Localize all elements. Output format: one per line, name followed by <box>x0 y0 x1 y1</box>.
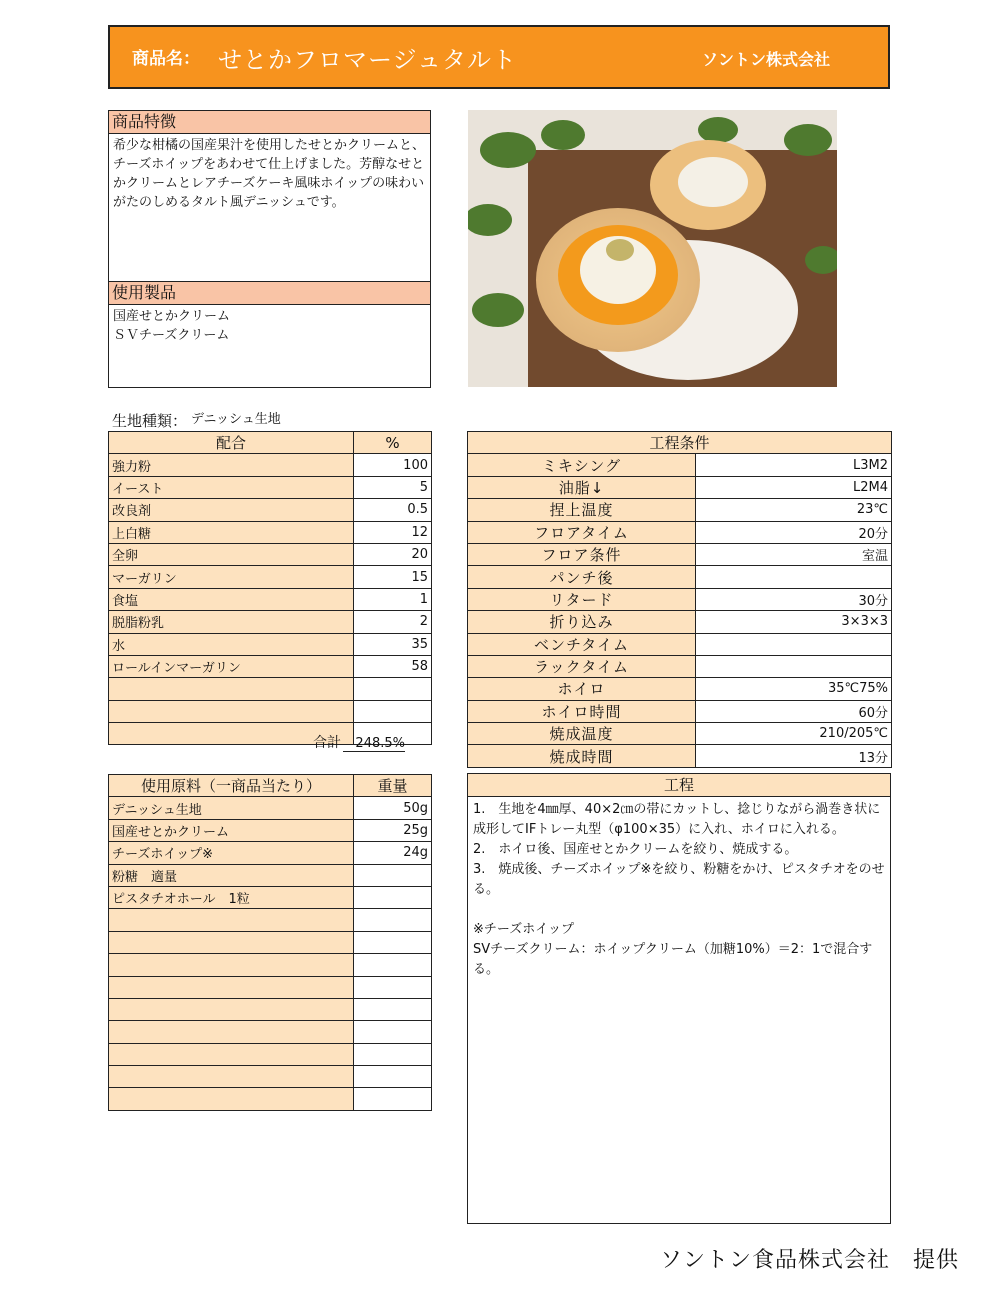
condition-value <box>696 655 892 677</box>
formula-percent: 2 <box>354 611 432 633</box>
ingredients-header-weight: 重量 <box>354 775 432 797</box>
product-name: せとかフロマージュタルト <box>218 46 518 74</box>
dough-type <box>112 410 281 431</box>
ingredient-weight: 50g <box>354 797 432 819</box>
ingredient-name: 粉糖 適量 <box>109 864 354 886</box>
condition-value: 20分 <box>696 521 892 543</box>
table-row <box>468 543 892 565</box>
formula-ingredient: 水 <box>109 633 354 655</box>
table-row <box>109 678 432 700</box>
table-row <box>109 700 432 722</box>
condition-label: ベンチタイム <box>468 633 696 655</box>
formula-percent <box>354 700 432 722</box>
ingredient-name <box>109 1043 354 1065</box>
ingredient-weight <box>354 1021 432 1043</box>
ingredient-weight <box>354 1066 432 1088</box>
ingredient-name: ピスタチオホール 1粒 <box>109 886 354 908</box>
title-banner <box>108 25 890 89</box>
table-row <box>109 909 432 931</box>
table-row <box>109 1021 432 1043</box>
ingredient-name <box>109 1021 354 1043</box>
table-row <box>468 611 892 633</box>
formula-percent: 1 <box>354 588 432 610</box>
dough-type-value: デニッシュ生地 <box>191 412 281 427</box>
products-used-list <box>109 305 430 347</box>
ingredients-header-name: 使用原料（一商品当たり） <box>109 775 354 797</box>
condition-value: 3×3×3 <box>696 611 892 633</box>
product-name-label: 商品名： <box>132 49 200 69</box>
table-row <box>109 588 432 610</box>
condition-label: フロアタイム <box>468 521 696 543</box>
formula-total-value: 248.5% <box>343 736 405 752</box>
condition-value: L3M2 <box>696 454 892 476</box>
condition-label: 焼成温度 <box>468 723 696 745</box>
condition-value: 13分 <box>696 745 892 767</box>
table-row <box>109 886 432 908</box>
condition-label: パンチ後 <box>468 566 696 588</box>
condition-value <box>696 633 892 655</box>
ingredient-name: デニッシュ生地 <box>109 797 354 819</box>
table-row <box>109 864 432 886</box>
formula-table <box>108 431 432 745</box>
formula-ingredient <box>109 700 354 722</box>
ingredient-weight <box>354 909 432 931</box>
formula-total <box>313 732 405 752</box>
table-row <box>109 976 432 998</box>
table-row <box>109 476 432 498</box>
process-box <box>467 773 891 1224</box>
condition-label: 焼成時間 <box>468 745 696 767</box>
company-name: ソントン株式会社 <box>702 50 831 69</box>
formula-header-ingredient: 配合 <box>109 432 354 454</box>
product-photo <box>468 110 837 387</box>
ingredient-name <box>109 976 354 998</box>
table-row <box>109 611 432 633</box>
condition-value: 60分 <box>696 700 892 722</box>
condition-value <box>696 566 892 588</box>
products-used-item: ＳＶチーズクリーム <box>113 328 230 343</box>
ingredient-weight <box>354 998 432 1020</box>
condition-value: L2M4 <box>696 476 892 498</box>
tart-photo-image <box>468 110 837 387</box>
formula-ingredient: 改良剤 <box>109 499 354 521</box>
products-used-item: 国産せとかクリーム <box>113 309 231 324</box>
table-row <box>468 745 892 767</box>
features-text: 希少な柑橘の国産果汁を使用したせとかクリームと、チーズホイップをあわせて仕上げました。芳醇なせとかクリームとレアチーズケーキ風味ホイップの味わいがたのしめるタルト風デニッシュです。 <box>113 138 426 210</box>
table-row <box>109 931 432 953</box>
process-text: 1. 生地を4㎜厚、40×2㎝の帯にカットし、捻じりながら渦巻き状に成形してIFトレー丸型（φ100×35）に入れ、ホイロに入れる。 2. ホイロ後、国産せとかクリームを絞り、焼成する。 3. 焼成後、チーズホイップ※を絞り、粉糖をかけ、ピスタチオをのせる。 ※チーズホイップ SVチーズクリーム：ホイップクリーム（加糖10%）＝2：1で混合する。 <box>473 802 885 977</box>
ingredient-name <box>109 954 354 976</box>
table-row <box>109 819 432 841</box>
formula-percent: 0.5 <box>354 499 432 521</box>
products-used-box <box>108 281 431 388</box>
formula-percent <box>354 678 432 700</box>
ingredient-name: 国産せとかクリーム <box>109 819 354 841</box>
table-row <box>109 1088 432 1110</box>
formula-ingredient: 全卵 <box>109 543 354 565</box>
table-row <box>468 655 892 677</box>
table-row <box>468 566 892 588</box>
features-title: 商品特徴 <box>109 111 430 134</box>
ingredient-weight <box>354 954 432 976</box>
formula-ingredient: 上白糖 <box>109 521 354 543</box>
ingredient-weight <box>354 1043 432 1065</box>
table-row <box>109 454 432 476</box>
formula-ingredient: 食塩 <box>109 588 354 610</box>
condition-label: 捏上温度 <box>468 499 696 521</box>
table-row <box>109 566 432 588</box>
table-row <box>109 633 432 655</box>
ingredient-weight <box>354 1088 432 1110</box>
condition-value: 30分 <box>696 588 892 610</box>
table-row <box>468 633 892 655</box>
ingredient-weight <box>354 864 432 886</box>
conditions-table <box>467 431 892 768</box>
table-row <box>468 678 892 700</box>
table-row <box>109 998 432 1020</box>
ingredient-weight <box>354 976 432 998</box>
formula-total-label: 合計 <box>313 735 341 751</box>
formula-ingredient: 脱脂粉乳 <box>109 611 354 633</box>
condition-label: 油脂↓ <box>468 476 696 498</box>
ingredient-weight <box>354 931 432 953</box>
ingredient-name: チーズホイップ※ <box>109 842 354 864</box>
ingredient-name <box>109 1088 354 1110</box>
condition-label: ミキシング <box>468 454 696 476</box>
condition-label: 折り込み <box>468 611 696 633</box>
dough-type-label: 生地種類： <box>112 412 188 430</box>
table-row <box>468 476 892 498</box>
ingredient-name <box>109 1066 354 1088</box>
table-row <box>468 499 892 521</box>
condition-value: 35℃75% <box>696 678 892 700</box>
condition-label: ラックタイム <box>468 655 696 677</box>
formula-percent: 15 <box>354 566 432 588</box>
table-row <box>109 1066 432 1088</box>
table-row <box>468 454 892 476</box>
formula-ingredient: 強力粉 <box>109 454 354 476</box>
table-row <box>109 543 432 565</box>
ingredients-table <box>108 774 432 1111</box>
formula-percent: 100 <box>354 454 432 476</box>
table-row <box>468 700 892 722</box>
table-row <box>109 842 432 864</box>
ingredient-weight <box>354 886 432 908</box>
table-row <box>109 521 432 543</box>
condition-value: 23℃ <box>696 499 892 521</box>
formula-ingredient: ロールインマーガリン <box>109 655 354 677</box>
ingredient-weight: 24g <box>354 842 432 864</box>
table-row <box>109 499 432 521</box>
products-used-title: 使用製品 <box>109 282 430 305</box>
ingredient-name <box>109 931 354 953</box>
features-box <box>108 110 431 282</box>
formula-header-percent: % <box>354 432 432 454</box>
condition-value: 210/205℃ <box>696 723 892 745</box>
formula-percent: 35 <box>354 633 432 655</box>
ingredient-weight: 25g <box>354 819 432 841</box>
condition-label: ホイロ時間 <box>468 700 696 722</box>
formula-percent: 5 <box>354 476 432 498</box>
conditions-header: 工程条件 <box>468 432 892 454</box>
condition-label: リタード <box>468 588 696 610</box>
condition-label: フロア条件 <box>468 543 696 565</box>
formula-percent: 58 <box>354 655 432 677</box>
footer-credit: ソントン食品株式会社 提供 <box>660 1248 960 1273</box>
ingredient-name <box>109 998 354 1020</box>
ingredient-name <box>109 909 354 931</box>
table-row <box>109 954 432 976</box>
formula-percent: 20 <box>354 543 432 565</box>
table-row <box>109 1043 432 1065</box>
table-row <box>468 521 892 543</box>
formula-percent: 12 <box>354 521 432 543</box>
formula-ingredient: マーガリン <box>109 566 354 588</box>
table-row <box>468 723 892 745</box>
formula-ingredient <box>109 678 354 700</box>
condition-value: 室温 <box>696 543 892 565</box>
table-row <box>468 588 892 610</box>
table-row <box>109 797 432 819</box>
formula-ingredient: イースト <box>109 476 354 498</box>
process-header: 工程 <box>468 774 890 797</box>
table-row <box>109 655 432 677</box>
condition-label: ホイロ <box>468 678 696 700</box>
